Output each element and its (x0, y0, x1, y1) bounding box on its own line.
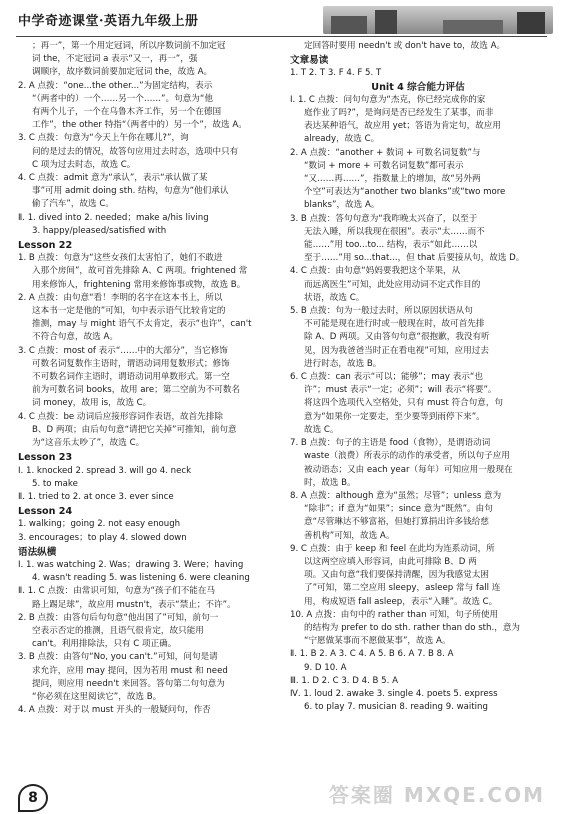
text-line: 6. C 点拨：can 表示“可以；能够”；may 表示“也 (290, 372, 483, 383)
text-line: 5. B 点拨：句为一般过去时，所以原因状语从句 (290, 306, 473, 317)
text-line: 庭作业了吗?”，是询问是否已经发生了某事，而非 (304, 108, 494, 119)
text-line: 4. C 点拨：be 动词后应接形容词作表语，故首先排除 (18, 411, 224, 422)
text-line: 而远离医生”可知，此处应用动词不定式作目的 (304, 279, 481, 290)
text-line: 问的是过去的情况，故答句应用过去时态，选项中只有 (32, 146, 239, 157)
text-line: 时，故选 B。 (304, 477, 356, 488)
text-line: 1. walking；going 2. not easy enough (18, 519, 181, 530)
text-line: already，故选 C。 (304, 134, 380, 145)
page-header (0, 0, 563, 40)
text-line: 路上踢足球”，故应用 mustn't，表示“禁止；不许”。 (32, 599, 236, 610)
text-line: 3. happy/pleased/satisfied with (32, 225, 167, 236)
text-line: ；再一”，第一个用定冠词，所以序数词前不加定冠 (32, 41, 226, 51)
text-line: 许”；must 表示“一定；必须”；will 表示“将要”。 (304, 385, 497, 396)
text-line: Ⅳ. 1. loud 2. awake 3. single 4. poets 5. express (290, 688, 498, 699)
text-line: 不符合句意，故选 A。 (32, 332, 118, 343)
text-line: 用来修饰人，frightening 常用来修饰事或物，故选 B。 (32, 279, 246, 290)
text-line: 3. encourages；to play 4. slowed down (18, 532, 187, 543)
text-line: 3. C 点拨：most of 表示“……中的大部分”，当它修饰 (18, 345, 228, 356)
text-line: 被动语态；又由 each year（每年）可知应用一般现在 (304, 464, 513, 475)
text-line: 7. B 点拨：句子的主语是 food（食物），是谓语动词 (290, 438, 491, 449)
text-line: 6. to play 7. musician 8. reading 9. waiting (304, 702, 488, 713)
text-line: 9. D 10. A (304, 662, 347, 673)
text-line: 以这两空应填入形容词，由此可排除 B、D 两 (304, 556, 477, 567)
text-line: blanks”，故选 A。 (304, 200, 380, 211)
text-line: Ⅱ. 1. tried to 2. at once 3. ever since (18, 491, 174, 502)
text-line: 意“尽管琳达不够富裕，但她打算捐出许多钱给慈 (304, 517, 489, 528)
text-line: Lesson 22 (18, 240, 73, 252)
left-column (18, 40, 276, 717)
text-line: 2. A 点拨：“one...the other...”为固定结构，表示 (18, 80, 213, 91)
text-line: “数词 + more + 可数名词复数”都可表示 (304, 160, 464, 171)
text-line: 空表示否定的推测，且语气很肯定，故只能用 (32, 625, 204, 636)
text-line: 4. wasn't reading 5. was listening 6. were cleaning (32, 573, 250, 584)
text-line: 用，构成短语 fall asleep，表示“入睡”。故选 C。 (304, 596, 498, 607)
text-line: 可数名词复数作主语时，谓语动词用复数形式；修饰 (32, 358, 230, 369)
book-title: 中学奇迹课堂·英语九年级上册 (18, 14, 199, 29)
text-line: 4. C 点拨：由句意“妈妈要我把这个苹果，从 (290, 266, 461, 277)
text-line: “你必须在这里阅读它”，故选 B。 (32, 691, 162, 702)
text-line: 能……”用 too...to... 结构，表示“如此……以 (304, 240, 478, 251)
header-illustration (323, 6, 553, 34)
text-line: 将这四个选项代入空格处，只有 must 符合句意，句 (304, 398, 504, 409)
text-line: 工作”，the other 特指“（两者中的）另一个”，故选 A。 (32, 120, 247, 131)
text-line: “除非”；if 意为“如果”；since 意为“既然”。由句 (304, 504, 493, 515)
text-line: 进行时态，故选 B。 (304, 358, 382, 369)
text-line: 词 money，故用 is，故选 C。 (32, 398, 152, 409)
text-line: Ⅱ. 1. dived into 2. needed；make a/his living (18, 212, 209, 223)
text-line: “又……再……”，指数量上的增加，故“另外两 (304, 174, 481, 185)
text-line: 至于……”用 so...that...，但 that 后要接从句，故选 D。 (304, 253, 525, 264)
text-line: Ⅱ. 1. B 2. A 3. C 4. A 5. B 6. A 7. B 8. A (290, 649, 454, 660)
text-line: 无法入睡，所以我现在很困”。表示“太……而不 (304, 226, 485, 237)
text-line: 词 the，不定冠词 a 表示“又一，再一”，强 (32, 54, 198, 65)
watermark: 答案圈 MXQE.COM (328, 783, 545, 807)
text-line: 3. B 点拨：答句句意为“我昨晚太兴奋了，以至于 (290, 213, 478, 224)
text-line: 1. B 点拨：句意为“这些女孩们太害怕了，她们不敢进 (18, 253, 223, 264)
text-line: 前为可数名词 books，故用 are；第二空前为不可数名 (32, 385, 241, 396)
text-line: 5. to make (32, 478, 78, 489)
text-line: 入那个房间”，故可首先排除 A、C 两项。frightened 常 (32, 266, 248, 277)
header-rule (16, 36, 547, 37)
text-line: Ⅲ. 1. D 2. C 3. D 4. B 5. A (290, 675, 398, 686)
text-line: 表达某种语气，故应用 yet；答语为肯定句，故应用 (304, 121, 501, 132)
text-line: 个空”可表达为“another two blanks”或“two more (304, 187, 506, 198)
text-line: 3. C 点拨：句意为“今天上午你在哪儿?”，询 (18, 133, 189, 144)
text-line: 2. A 点拨：由句意“看！李明的名字在这本书上，所以 (18, 292, 223, 303)
text-line: waste（浪费）所表示的动作的承受者，所以句子应用 (304, 451, 510, 462)
text-line: 了”可知，第二空应用 sleepy，asleep 常与 fall 连 (304, 583, 501, 594)
text-line: 8. A 点拨：although 意为“虽然；尽管”；unless 意为 (290, 490, 502, 501)
text-line: 除 A、D 两项。又由答句句意“很抱歉，我没有听 (304, 332, 490, 343)
text-line: C 项为过去时态，故选 C。 (32, 159, 136, 170)
text-line: 4. C 点拨：admit 意为“承认”，表示“承认做了某 (18, 173, 208, 184)
text-line: 文章易读 (290, 55, 329, 67)
text-line: Unit 4 综合能力评估 (371, 81, 465, 93)
text-line: B、D 两项；由后句句意“请把它关掉”可推知，前句意 (32, 424, 237, 435)
page-number: 8 (18, 784, 48, 812)
text-line: 偷了汽车”，故选 C。 (32, 199, 114, 210)
text-line: 10. A 点拨：由句中的 rather than 可知，句子所使用 (290, 609, 499, 620)
text-line: Ⅰ. 1. was watching 2. Was；drawing 3. Were；having (18, 559, 244, 570)
text-line: 善机构”可知，故选 A。 (304, 530, 395, 541)
text-line: Lesson 24 (18, 506, 73, 518)
text-line: 的结构为 prefer to do sth. rather than do sth.，意为 (304, 622, 521, 633)
text-line: Ⅰ. 1. knocked 2. spread 3. will go 4. neck (18, 465, 192, 476)
text-line: 3. B 点拨：由答句“No, you can't.”可知，问句是请 (18, 652, 218, 663)
text-line: 1. T 2. T 3. F 4. F 5. T (290, 68, 382, 79)
text-line: 这本书一定是他的”可知，句中表示语气比较肯定的 (32, 306, 226, 317)
text-line: 推测，may 与 might 语气不太肯定，表示“也许”，can't (32, 319, 252, 330)
text-line: 见，因为我爸爸当时正在看电视”可知，应用过去 (304, 345, 489, 356)
text-line: 为“这音乐太吵了”，故选 C。 (32, 438, 145, 449)
text-line: 2. B 点拨：由答句后句句意“他出国了”可知，前句一 (18, 612, 219, 623)
text-line: can't。利用排除法，只有 C 项正确。 (32, 639, 177, 650)
text-line: 定回答时要用 needn't 或 don't have to，故选 A。 (304, 41, 506, 51)
text-line: Lesson 23 (18, 452, 73, 464)
text-line: “（两者中的）一个……另一个……”。句意为“他 (32, 93, 213, 104)
text-line: 不可数名词作主语时，谓语动词用单数形式。第一空 (32, 372, 230, 383)
text-line: 不可能是现在进行时或一般现在时，故可首先排 (304, 319, 485, 330)
text-line: 事”可用 admit doing sth. 结构，句意为“他们承认 (32, 186, 229, 197)
text-line: 求允许，应用 may 提问，因为若用 must 和 need (32, 665, 228, 676)
text-line: 故选 C。 (304, 424, 339, 435)
text-line: 意为“如果你一定要走，至少要等到雨停下来”。 (304, 411, 485, 422)
text-line: 项。又由句意“我们要保持清醒，因为我感觉太困 (304, 570, 489, 581)
text-line: 语法纵横 (18, 546, 57, 558)
text-line: 状语，故选 C。 (304, 292, 365, 303)
text-line: 4. A 点拨：对于以 must 开头的一般疑问句，作否 (18, 705, 211, 716)
text-line: 9. C 点拨：由于 keep 和 feel 在此均为连系动词，所 (290, 543, 495, 554)
text-line: 提问，则应用 needn't 来回答。答句第二句句意为 (32, 678, 225, 689)
text-line: Ⅰ. 1. C 点拨：问句句意为“杰克，你已经完成你的家 (290, 94, 486, 105)
text-line: Ⅱ. 1. C 点拨：由常识可知，句意为“孩子们不能在马 (18, 586, 216, 597)
right-column (290, 40, 546, 714)
text-line: “宁愿做某事而不愿做某事”，故选 A。 (304, 636, 451, 647)
text-line: 有两个儿子，一个在乌鲁木齐工作，另一个在德国 (32, 107, 222, 118)
text-line: 调顺序，故序数词前要加定冠词 the，故选 A。 (32, 67, 213, 78)
text-line: 2. A 点拨：“another + 数词 + 可数名词复数”与 (290, 147, 481, 158)
